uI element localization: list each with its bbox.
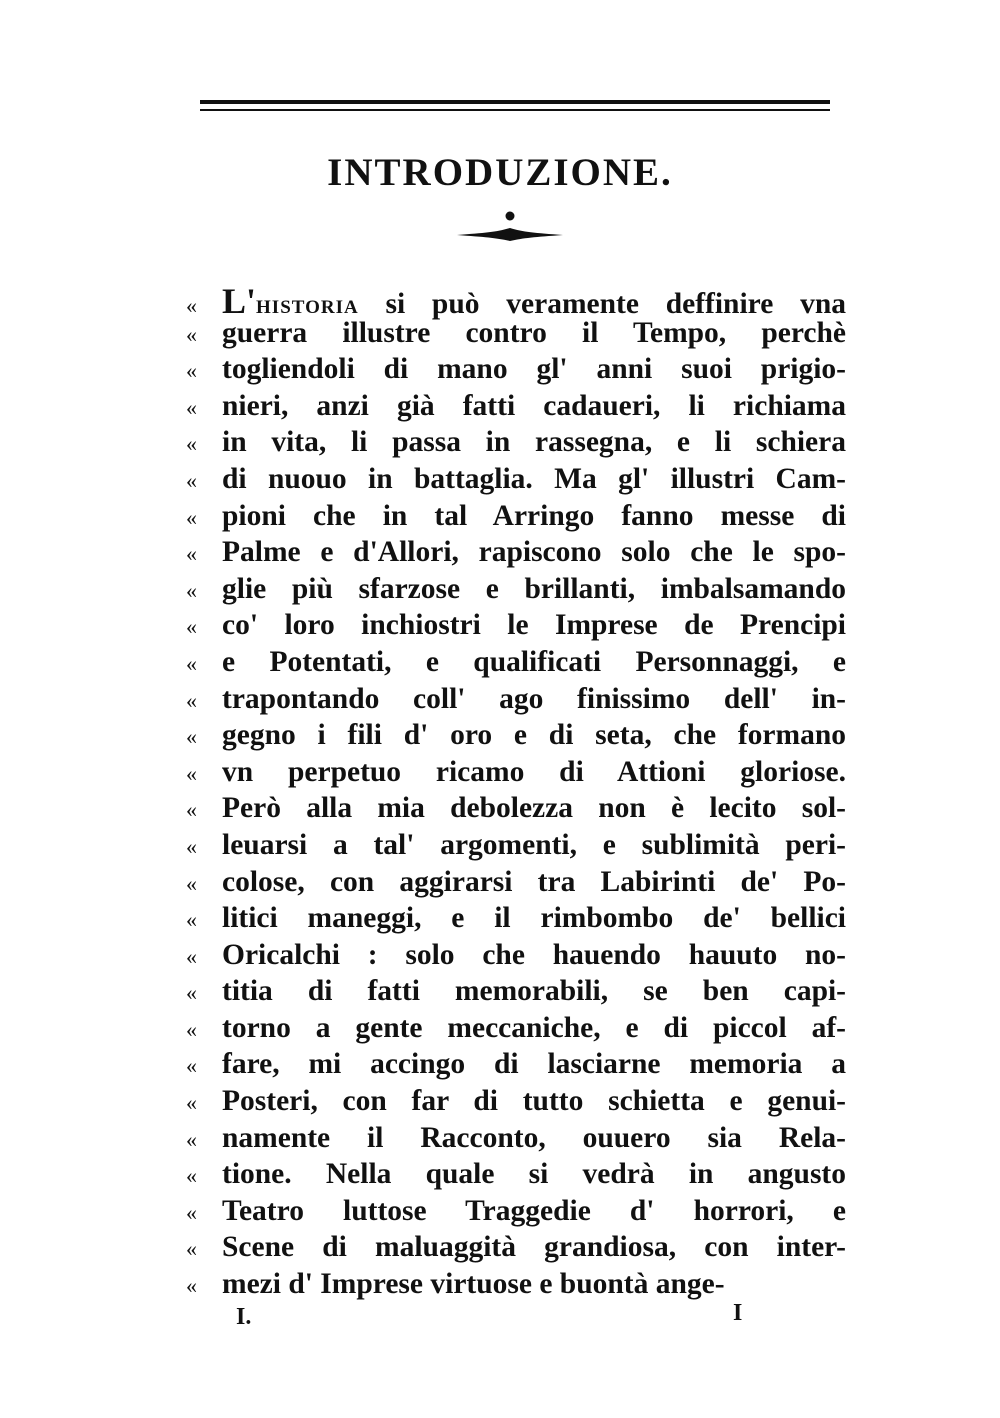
quote-mark: « <box>186 1090 197 1116</box>
line-text: mezi d' Imprese virtuose e buontà ange- <box>222 1268 725 1301</box>
line-text: e Potentati, e qualificati Personnaggi, e <box>222 645 846 678</box>
line-text: fare, mi accingo di lasciarne memoria a <box>222 1048 846 1081</box>
quote-mark: « <box>186 1199 197 1225</box>
line-text: gegno i fili d' oro e di seta, che formano <box>222 719 846 752</box>
quote-mark: « <box>186 980 197 1006</box>
text-line-first <box>186 280 846 321</box>
text-line <box>186 463 846 500</box>
quote-mark: « <box>186 797 197 823</box>
quote-mark: « <box>186 293 197 318</box>
text-line <box>186 390 846 427</box>
quote-mark: « <box>186 541 197 567</box>
quote-mark: « <box>186 724 197 750</box>
line-text: litici maneggi, e il rimbombo de' bellici <box>222 902 846 935</box>
line-text: nieri, anzi già fatti cadaueri, li richiama <box>222 389 846 422</box>
quote-mark: « <box>186 907 197 933</box>
text-line <box>186 866 846 903</box>
text-line <box>186 500 846 537</box>
quote-mark: « <box>186 687 197 713</box>
text-line <box>186 1012 846 1049</box>
smallcaps-word: HISTORIA <box>256 297 359 318</box>
text-line <box>186 1158 846 1195</box>
signature-mark: I. <box>236 1304 252 1330</box>
line-text: leuarsi a tal' argomenti, e sublimità peri- <box>222 828 846 861</box>
text-line <box>186 939 846 976</box>
line-text: namente il Racconto, ouuero sia Rela- <box>222 1121 846 1154</box>
text-line <box>186 317 846 354</box>
line-text: pioni che in tal Arringo fanno messe di <box>222 499 846 532</box>
line-text: guerra illustre contro il Tempo, perchè <box>222 316 846 349</box>
first-line-rest: si può veramente deffinire vna <box>358 288 846 320</box>
text-lines <box>186 317 846 1305</box>
quote-mark: « <box>186 614 197 640</box>
text-line <box>186 609 846 646</box>
text-line <box>186 975 846 1012</box>
text-line <box>186 683 846 720</box>
quote-mark: « <box>186 321 197 347</box>
line-text: trapontando coll' ago finissimo dell' in- <box>222 682 846 715</box>
text-line <box>186 1231 846 1268</box>
quote-mark: « <box>186 394 197 420</box>
text-line <box>186 573 846 610</box>
text-line <box>186 792 846 829</box>
quote-mark: « <box>186 1053 197 1079</box>
quote-mark: « <box>186 833 197 859</box>
line-text: titia di fatti memorabili, se ben capi- <box>222 975 846 1008</box>
body-text <box>186 280 846 1305</box>
line-text: Scene di maluaggità grandiosa, con inter- <box>222 1231 846 1264</box>
line-text: glie più sfarzose e brillanti, imbalsamando <box>222 572 846 605</box>
text-line <box>186 829 846 866</box>
line-text: Posteri, con far di tutto schietta e genui- <box>222 1085 846 1118</box>
text-line <box>186 536 846 573</box>
quote-mark: « <box>186 577 197 603</box>
ornament-divider-icon <box>455 206 565 246</box>
double-rule-top <box>200 100 830 104</box>
text-line <box>186 1048 846 1085</box>
line-text: colose, con aggirarsi tra Labirinti de' Po- <box>222 865 846 898</box>
quote-mark: « <box>186 650 197 676</box>
quote-mark: « <box>186 870 197 896</box>
quote-mark: « <box>186 1273 197 1299</box>
line-text: Oricalchi : solo che hauendo hauuto no- <box>222 938 846 971</box>
text-line <box>186 353 846 390</box>
text-line <box>186 646 846 683</box>
quote-mark: « <box>186 467 197 493</box>
line-text: tione. Nella quale si vedrà in angusto <box>222 1158 846 1191</box>
text-line <box>186 426 846 463</box>
quote-mark: « <box>186 1163 197 1189</box>
quote-mark: « <box>186 1126 197 1152</box>
line-text: in vita, li passa in rassegna, e li schiera <box>222 426 846 459</box>
line-text: togliendoli di mano gl' anni suoi prigio- <box>222 353 846 386</box>
line-text: co' loro inchiostri le Imprese de Prencipi <box>222 609 846 642</box>
quote-mark: « <box>186 760 197 786</box>
text-line <box>186 756 846 793</box>
quote-mark: « <box>186 943 197 969</box>
drop-cap: L' <box>222 281 257 321</box>
line-text: vn perpetuo ricamo di Attioni gloriose. <box>222 755 846 788</box>
line-text: di nuouo in battaglia. Ma gl' illustri Cam- <box>222 462 846 495</box>
page-number: I <box>733 1300 743 1326</box>
quote-mark: « <box>186 1236 197 1262</box>
quote-mark: « <box>186 358 197 384</box>
line-text: Palme e d'Allori, rapiscono solo che le spo- <box>222 536 846 569</box>
text-line <box>186 1085 846 1122</box>
line-text: torno a gente meccaniche, e di piccol af- <box>222 1011 846 1044</box>
double-rule-bottom <box>200 109 830 111</box>
quote-mark: « <box>186 1016 197 1042</box>
text-line <box>186 719 846 756</box>
text-line <box>186 1268 846 1305</box>
line-text: Però alla mia debolezza non è lecito sol- <box>222 792 846 825</box>
text-line <box>186 1195 846 1232</box>
page-title: INTRODUZIONE. <box>327 151 673 194</box>
line-text: Teatro luttose Traggedie d' horrori, e <box>222 1194 846 1227</box>
quote-mark: « <box>186 504 197 530</box>
text-line <box>186 1122 846 1159</box>
quote-mark: « <box>186 431 197 457</box>
text-line <box>186 902 846 939</box>
